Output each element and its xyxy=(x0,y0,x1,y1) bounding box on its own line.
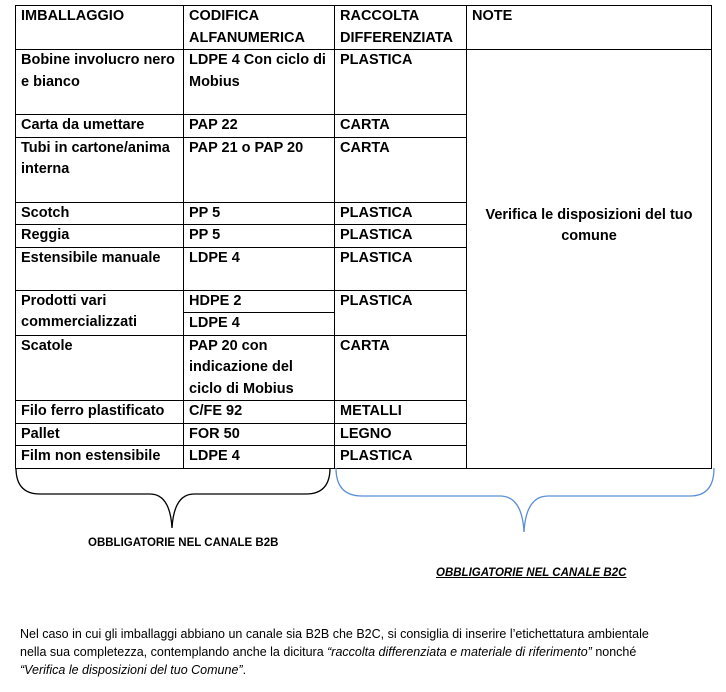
footnote-middle: nonché xyxy=(591,645,637,659)
cell-code: PP 5 xyxy=(184,202,335,225)
cell-code: C/FE 92 xyxy=(184,401,335,424)
cell-item: Tubi in cartone/anima interna xyxy=(16,137,184,202)
cell-item: Scatole xyxy=(16,335,184,401)
cell-collection: CARTA xyxy=(335,115,467,138)
cell-collection: PLASTICA xyxy=(335,290,467,335)
cell-code: HDPE 2 xyxy=(189,292,242,309)
header-note: NOTE xyxy=(467,6,712,50)
cell-item: Reggia xyxy=(16,225,184,248)
note-text: Verifica le disposizioni del tuo comune xyxy=(485,206,693,245)
cell-code: LDPE 4 xyxy=(184,446,335,469)
cell-code: LDPE 4 Con ciclo di Mobius xyxy=(184,50,335,115)
cell-item: Estensibile manuale xyxy=(16,247,184,290)
cell-collection: PLASTICA xyxy=(335,446,467,469)
cell-item: Filo ferro plastificato xyxy=(16,401,184,424)
footnote-text: Nel caso in cui gli imballaggi abbiano un canale sia B2B che B2C, si consiglia di inserire l’etichettatura ambientale nella sua completezza, contemplando anche la dicitura xyxy=(20,627,649,659)
label-b2b: OBBLIGATORIE NEL CANALE B2B xyxy=(88,537,279,549)
cell-collection: PLASTICA xyxy=(335,247,467,290)
cell-collection: LEGNO xyxy=(335,423,467,446)
cell-code: PAP 22 xyxy=(184,115,335,138)
cell-code: PAP 20 con indicazione del ciclo di Mobius xyxy=(184,335,335,401)
label-b2c: OBBLIGATORIE NEL CANALE B2C xyxy=(436,567,627,579)
cell-code-2: LDPE 4 xyxy=(184,312,334,335)
cell-collection: CARTA xyxy=(335,137,467,202)
cell-code: FOR 50 xyxy=(184,423,335,446)
brace-b2c xyxy=(336,468,714,532)
header-raccolta: RACCOLTA DIFFERENZIATA xyxy=(335,6,467,50)
footnote-quote-1: “raccolta differenziata e materiale di riferimento” xyxy=(327,645,592,659)
brace-b2b xyxy=(16,468,330,528)
cell-code: LDPE 4 xyxy=(184,247,335,290)
cell-collection: PLASTICA xyxy=(335,50,467,115)
cell-code: PAP 21 o PAP 20 xyxy=(184,137,335,202)
cell-item: Bobine involucro nero e bianco xyxy=(16,50,184,115)
header-codifica: CODIFICA ALFANUMERICA xyxy=(184,6,335,50)
cell-item: Carta da umettare xyxy=(16,115,184,138)
header-imballaggio: IMBALLAGGIO xyxy=(16,6,184,50)
cell-collection: METALLI xyxy=(335,401,467,424)
footnote-paragraph xyxy=(20,625,660,679)
cell-item: Pallet xyxy=(16,423,184,446)
cell-item: Film non estensibile xyxy=(16,446,184,469)
cell-collection: PLASTICA xyxy=(335,225,467,248)
cell-code: PP 5 xyxy=(184,225,335,248)
footnote-quote-2: “Verifica le disposizioni del tuo Comune” xyxy=(20,663,243,677)
cell-collection: PLASTICA xyxy=(335,202,467,225)
cell-item: Scotch xyxy=(16,202,184,225)
cell-collection: CARTA xyxy=(335,335,467,401)
footnote-end: . xyxy=(242,663,247,677)
cell-item: Prodotti vari commercializzati xyxy=(16,290,184,335)
